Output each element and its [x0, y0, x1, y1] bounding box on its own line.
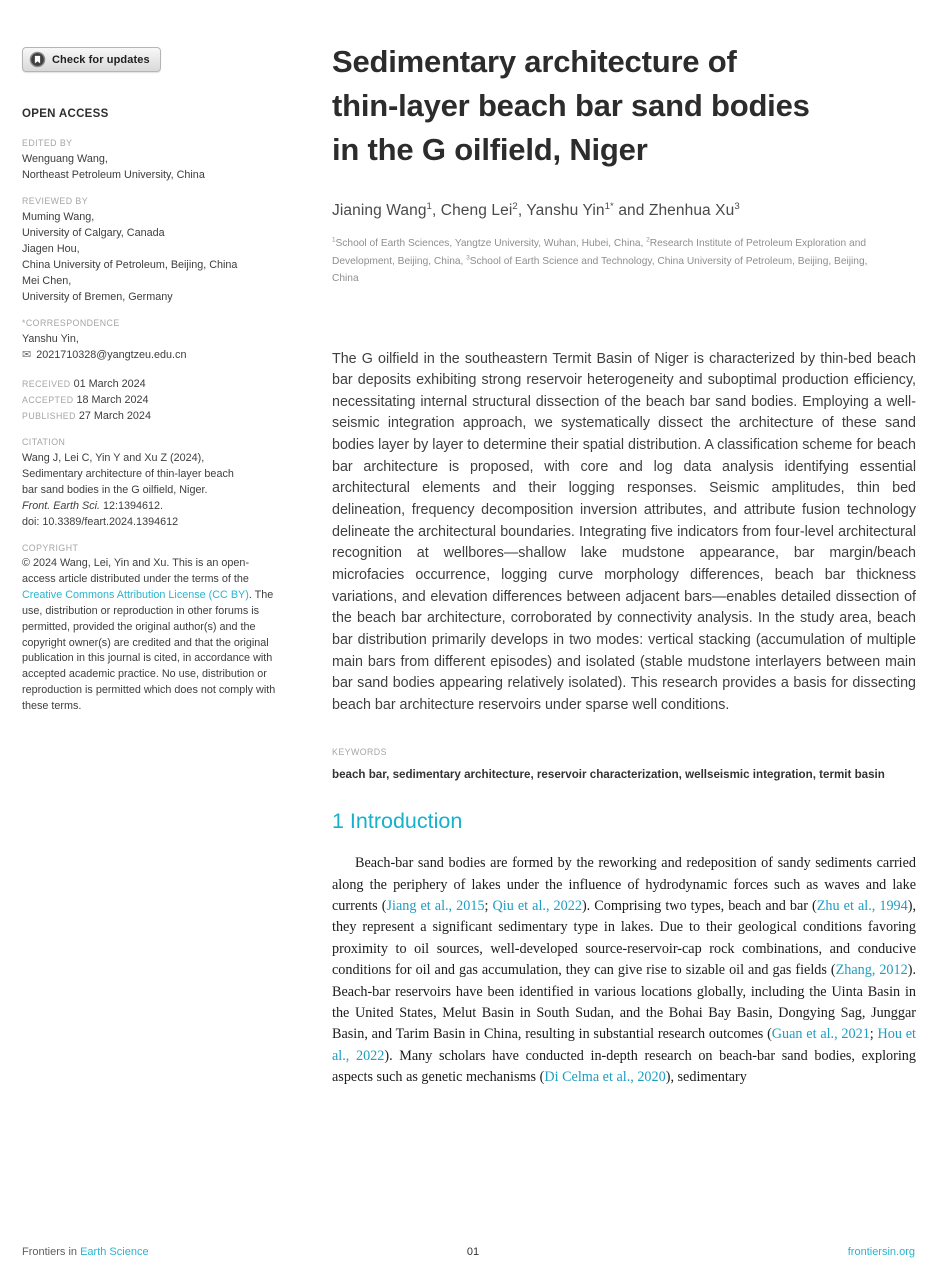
text-line	[22, 466, 284, 482]
citation-content	[22, 450, 284, 530]
citation-section	[22, 437, 284, 530]
text-segment: School of Earth Science and Technology, China University of Petroleum, Beijing, Beijing, China	[332, 255, 868, 284]
text-line: University of Bremen, Germany	[22, 291, 173, 303]
received-label: RECEIVED	[22, 379, 71, 389]
text-segment: ;	[869, 1026, 878, 1043]
page-footer	[0, 1246, 946, 1262]
citation-link[interactable]: Zhu et al., 1994	[816, 897, 908, 914]
footer-journal-name	[22, 1246, 149, 1258]
edited-by-content	[22, 151, 284, 183]
text-segment: 2	[646, 236, 650, 244]
check-for-updates-button[interactable]	[22, 47, 161, 72]
text-segment: , Yanshu Yin	[517, 202, 605, 219]
crossmark-icon	[29, 51, 46, 68]
copyright-label: COPYRIGHT	[22, 543, 79, 553]
text-segment: 1*	[604, 200, 614, 212]
keywords-text: beach bar, sedimentary architecture, reservoir characterization, wellseismic integration, termit basin	[332, 767, 885, 781]
edited-by-label: EDITED BY	[22, 138, 73, 148]
text-segment: © 2024 Wang, Lei, Yin and Xu. This is an open-access article distributed under the terms of the	[22, 557, 250, 585]
text-segment: and Zhenhua Xu	[613, 202, 735, 219]
reviewed-by-content	[22, 209, 284, 305]
earth-science-link[interactable]: Earth Science	[80, 1246, 149, 1258]
footer-site	[848, 1246, 915, 1258]
correspondence-section	[22, 318, 284, 363]
received-value: 01 March 2024	[73, 378, 146, 390]
text-line: Muming Wang,	[22, 211, 95, 223]
accepted-value: 18 March 2024	[76, 394, 149, 406]
text-segment: 1	[332, 236, 336, 244]
text-segment: School of Earth Sciences, Yangtze University, Wuhan, Hubei, China,	[335, 238, 647, 249]
text-segment: 12:1394612.	[100, 500, 164, 512]
text-line: Northeast Petroleum University, China	[22, 169, 205, 181]
text-segment: . The use, distribution or reproduction in other forums is permitted, provided the original author(s) and the copyright owner(s) are credited and that the original publication in this journal is cited, in accordance with accepted academic practice. No use, distribution or reproduction is permitted which does not comply with these terms.	[22, 588, 276, 713]
abstract-paragraph: The G oilfield in the southeastern Termit Basin of Niger is characterized by thin-bed beach bar deposits exhibiting strong reservoir heterogeneity and suboptimal production efficiency, necessitating internal structural dissection of the beach bar sand bodies. Employing a well-seismic integration approach, we systematically dissect the architecture of these sand bodies layer by layer to determine their spatial distribution. A classification scheme for beach bar architecture is proposed, with core and log data analysis identifying essential architectural elements and their logging responses. Seismic amplitudes, thin bed delineation, frequency decomposition inversion attributes, and attribute fusion technology delineate the architectural boundaries. Integrating five indicators from four-level architectural recognition at wellbores—shallow lake mudstone appearance, bar margin/beach microfacies occurrence, logging curve morphology differences, beach bar thickness variations, and elevation differences between adjacent bars—enables detailed dissection of the beach bar architecture, corroborated by connectivity analysis. In the study area, beach bar distribution primarily develops in two modes: vertical stacking (accumulation of multiple main bars from different episodes) and isolated (stable mudstone interlayers between main bar sand bodies appearing relatively isolated). This research provides a basis for dissecting beach bar architecture reservoirs under sparse well conditions.	[332, 350, 916, 713]
affiliations	[332, 235, 892, 288]
reviewed-by-label: REVIEWED BY	[22, 196, 89, 206]
article-info-sidebar	[22, 47, 284, 728]
text-segment: Frontiers in	[22, 1246, 81, 1258]
citation-link[interactable]: Guan et al., 2021	[771, 1026, 870, 1043]
text-line: thin-layer beach bar sand bodies	[332, 88, 810, 123]
text-line	[22, 450, 284, 466]
reviewed-by-section	[22, 196, 284, 305]
correspondence-label: *CORRESPONDENCE	[22, 318, 120, 328]
author-list	[332, 202, 916, 220]
frontiersin-link[interactable]: frontiersin.org	[847, 1246, 915, 1258]
open-access-label: OPEN ACCESS	[22, 108, 109, 120]
text-segment: 2	[512, 200, 518, 212]
text-segment: ), they represent a significant sedimentary type in lakes. Due to their geological conditions favoring proximity to oil sources, well-developed source-reservoir-cap rock combinations, and conducive conditions for oil and gas accumulation, they can give rise to sizable oil and gas fields (	[332, 897, 917, 979]
text-segment: 3	[734, 200, 740, 212]
text-line: University of Calgary, Canada	[22, 227, 165, 239]
published-label: PUBLISHED	[22, 411, 76, 421]
cc-by-license-link[interactable]: Creative Commons Attribution License (CC BY)	[22, 588, 249, 601]
keywords-label: KEYWORDS	[332, 746, 387, 757]
text-segment: Research Institute of Petroleum Exploration and Development, Beijing, China,	[332, 238, 867, 267]
history-dates-section	[22, 376, 284, 424]
text-line	[22, 482, 284, 498]
footer-page-number: 01	[466, 1246, 480, 1258]
copyright-section	[22, 543, 284, 715]
text-segment: 3	[466, 254, 470, 262]
text-segment: bar sand bodies in the G oilfield, Niger.	[22, 484, 208, 496]
text-segment: ). Beach-bar reservoirs have been identified in various locations globally, including the Uinta Basin in the United States, Melut Basin in South Sudan, and the Bohai Bay Basin, Dongying Sag, Junggar Basin, and Tarim Basin in China, resulting in substantial research outcomes (	[332, 962, 916, 1043]
citation-label: CITATION	[22, 437, 66, 447]
text-line: China University of Petroleum, Beijing, China	[22, 259, 238, 271]
text-line: Jiagen Hou,	[22, 243, 80, 255]
text-segment: ), sedimentary	[665, 1069, 747, 1086]
email-link[interactable]: 2021710328@yangtzeu.edu.cn	[36, 349, 187, 361]
correspondence-email-line	[22, 347, 284, 363]
citation-link[interactable]: Hou et al., 2022	[332, 1026, 916, 1064]
article-title	[332, 40, 916, 172]
citation-link[interactable]: Qiu et al., 2022	[492, 897, 582, 914]
text-segment: Wang J, Lei C, Yin Y and Xu Z (2024),	[22, 452, 205, 464]
text-line: in the G oilfield, Niger	[332, 132, 648, 167]
text-segment: , Cheng Lei	[431, 202, 513, 219]
text-line: Mei Chen,	[22, 275, 72, 287]
text-line: Sedimentary architecture of	[332, 44, 737, 79]
correspondence-name: Yanshu Yin,	[22, 333, 79, 345]
text-segment: Sedimentary architecture of thin-layer beach	[22, 468, 234, 480]
introduction-paragraph	[332, 853, 916, 1088]
text-line	[22, 514, 284, 530]
text-line	[22, 498, 284, 514]
text-segment: Front. Earth Sci.	[22, 500, 101, 512]
text-line: Wenguang Wang,	[22, 153, 108, 165]
edited-by-section	[22, 138, 284, 183]
text-segment: 1	[426, 200, 432, 212]
text-segment: ). Comprising two types, beach and bar (	[581, 897, 817, 914]
citation-link[interactable]: Jiang et al., 2015	[386, 897, 485, 914]
check-for-updates-label: Check for updates	[52, 53, 150, 66]
section-heading-introduction: 1 Introduction	[332, 809, 463, 834]
text-segment: ;	[484, 897, 493, 914]
received-date	[22, 376, 284, 392]
published-date	[22, 408, 284, 424]
citation-link[interactable]: Di Celma et al., 2020	[544, 1069, 666, 1086]
copyright-content	[22, 556, 277, 715]
text-segment: ). Many scholars have conducted in-depth research on beach-bar sand bodies, exploring aspects such as genetic mechanisms (	[332, 1047, 916, 1086]
accepted-date	[22, 392, 284, 408]
citation-link[interactable]: Zhang, 2012	[835, 962, 908, 979]
article-main-column	[332, 40, 916, 1089]
text-segment: doi: 10.3389/feart.2024.1394612	[22, 516, 179, 528]
accepted-label: ACCEPTED	[22, 395, 74, 405]
mail-icon: ✉	[22, 348, 32, 361]
published-value: 27 March 2024	[78, 410, 151, 422]
text-segment: Jianing Wang	[332, 202, 427, 219]
text-segment: Beach-bar sand bodies are formed by the reworking and redeposition of sandy sediments carried along the periphery of lakes under the influence of hydrodynamic forces such as waves and lake currents (	[332, 855, 916, 914]
